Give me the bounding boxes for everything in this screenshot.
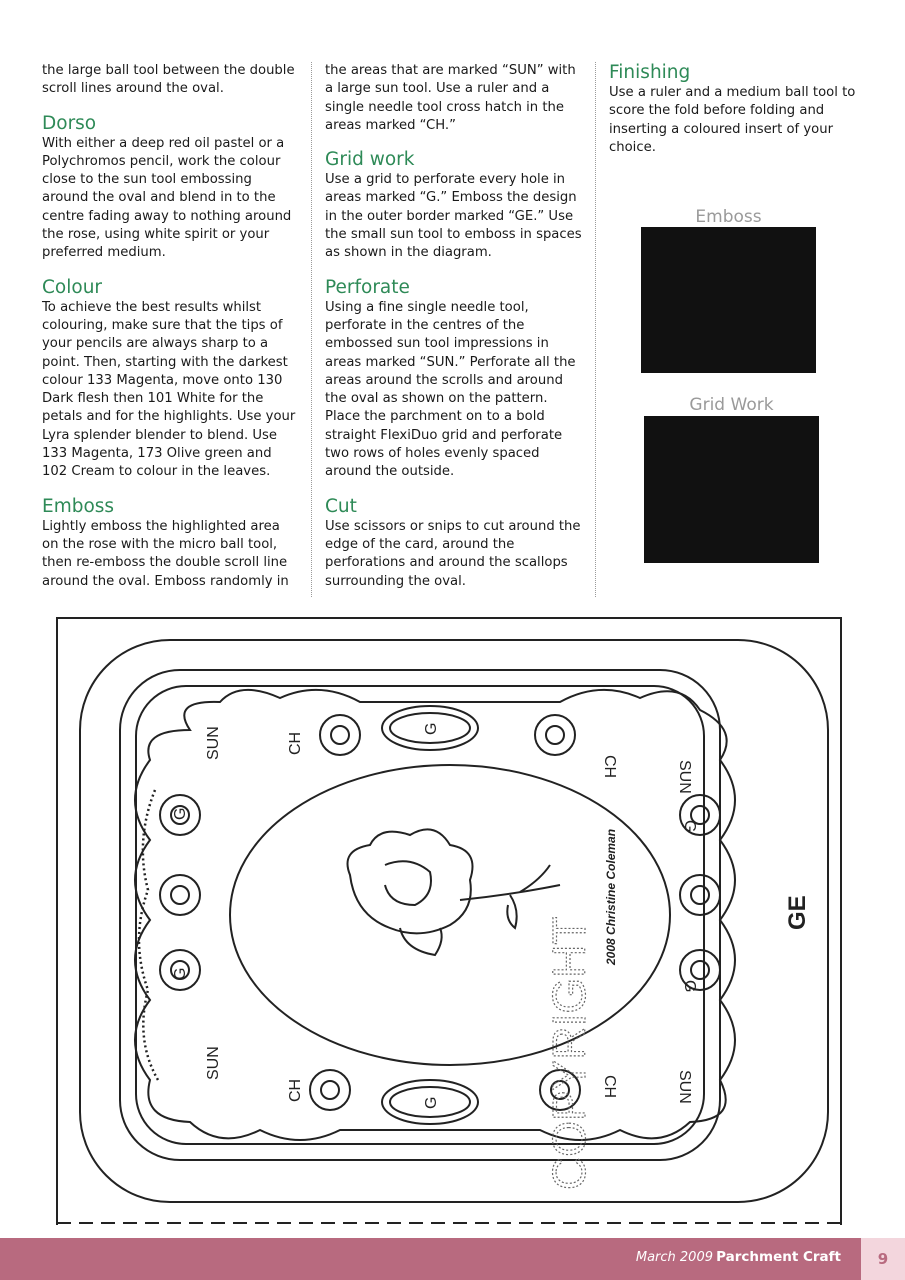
copyright-watermark: COPYRIGHT [543,916,595,1190]
page-footer [0,1238,905,1280]
section-heading-cut: Cut [325,495,357,517]
section-heading-grid-work: Grid work [325,149,415,171]
paragraph: Use scissors or snips to cut around the edge of the card, around the perforations and around the scallops surrounding the oval. [325,518,581,589]
emboss-photo [641,227,816,373]
label-ch: CH [287,1078,304,1102]
issue-date: March 2009 [635,1250,713,1265]
label-g: G [172,807,189,820]
grid-work-photo [644,416,819,563]
paragraph: the large ball tool between the double scroll lines around the oval. [42,63,295,97]
magazine-name: Parchment Craft [716,1249,841,1265]
paragraph: To achieve the best results whilst colouring, make sure that the tips of your pencils are always sharp to a point. Then, starting with the darkest colour 133 Magenta, move onto 130 Dark flesh then 101 White for the petals and for the highlights. Use your Lyra splender blender to blend. Use 133 Magenta, 173 Olive green and 102 Cream to colour in the leaves. [42,299,296,480]
copyright-credit: 2008 Christine Coleman [604,828,618,965]
section-heading-colour: Colour [42,276,103,298]
label-g: G [681,980,698,993]
label-sun: SUN [676,1070,693,1104]
label-g: G [681,820,698,833]
diagram-labels [172,723,811,1109]
label-sun: SUN [205,1046,222,1080]
paragraph: With either a deep red oil pastel or a Polychromos pencil, work the colour close to the sun tool embossing around the oval and blend in to the centre fading away to nothing around the rose, using white spirit or your preferred medium. [42,135,292,261]
page-number-box [861,1238,905,1280]
section-heading-emboss: Emboss [42,495,115,517]
scallop-frame [135,690,735,1140]
label-g: G [172,967,189,980]
column-3 [609,62,859,171]
column-divider [595,62,596,597]
column-divider [311,62,312,597]
label-sun: SUN [676,760,693,794]
page-number: 9 [877,1250,889,1268]
label-ch: CH [601,755,618,779]
label-ge: GE [784,895,811,930]
label-ch: CH [287,731,304,755]
paragraph: Use a ruler and a medium ball tool to score the fold before folding and inserting a coloured insert of your choice. [609,85,856,155]
paragraph: the areas that are marked “SUN” with a large sun tool. Use a ruler and a single needle tool cross hatch in the areas marked “CH.” [325,63,576,133]
label-g: G [423,722,440,735]
label-g: G [423,1096,440,1109]
column-1 [42,62,300,605]
thumb-label-emboss: Emboss [695,207,762,227]
section-heading-finishing: Finishing [609,62,691,83]
scrolls [160,715,720,1110]
paragraph: Using a fine single needle tool, perforate in the centres of the embossed sun tool impressions in areas marked “SUN.” Perforate all the areas around the scrolls and around the oval as shown on the pattern. Place the parchment on to a bold straight FlexiDuo grid and perforate two rows of holes evenly spaced around the outside. [325,299,576,480]
paragraph: Use a grid to perforate every hole in areas marked “G.” Emboss the design in the outer border marked “GE.” Use the small sun tool to emboss in spaces as shown in the diagram. [325,172,582,261]
column-2 [325,62,583,605]
paragraph: Lightly emboss the highlighted area on the rose with the micro ball tool, then re-emboss the double scroll line around the oval. Emboss randomly in [42,518,289,589]
card-outline [57,618,841,1225]
outer-border [80,640,828,1202]
pattern-diagram [40,610,860,1230]
label-sun: SUN [205,726,222,760]
section-heading-perforate: Perforate [325,276,410,298]
section-heading-dorso: Dorso [42,112,97,134]
thumb-label-grid-work: Grid Work [689,395,774,415]
rose-drawing [348,829,561,955]
label-ch: CH [601,1075,618,1099]
